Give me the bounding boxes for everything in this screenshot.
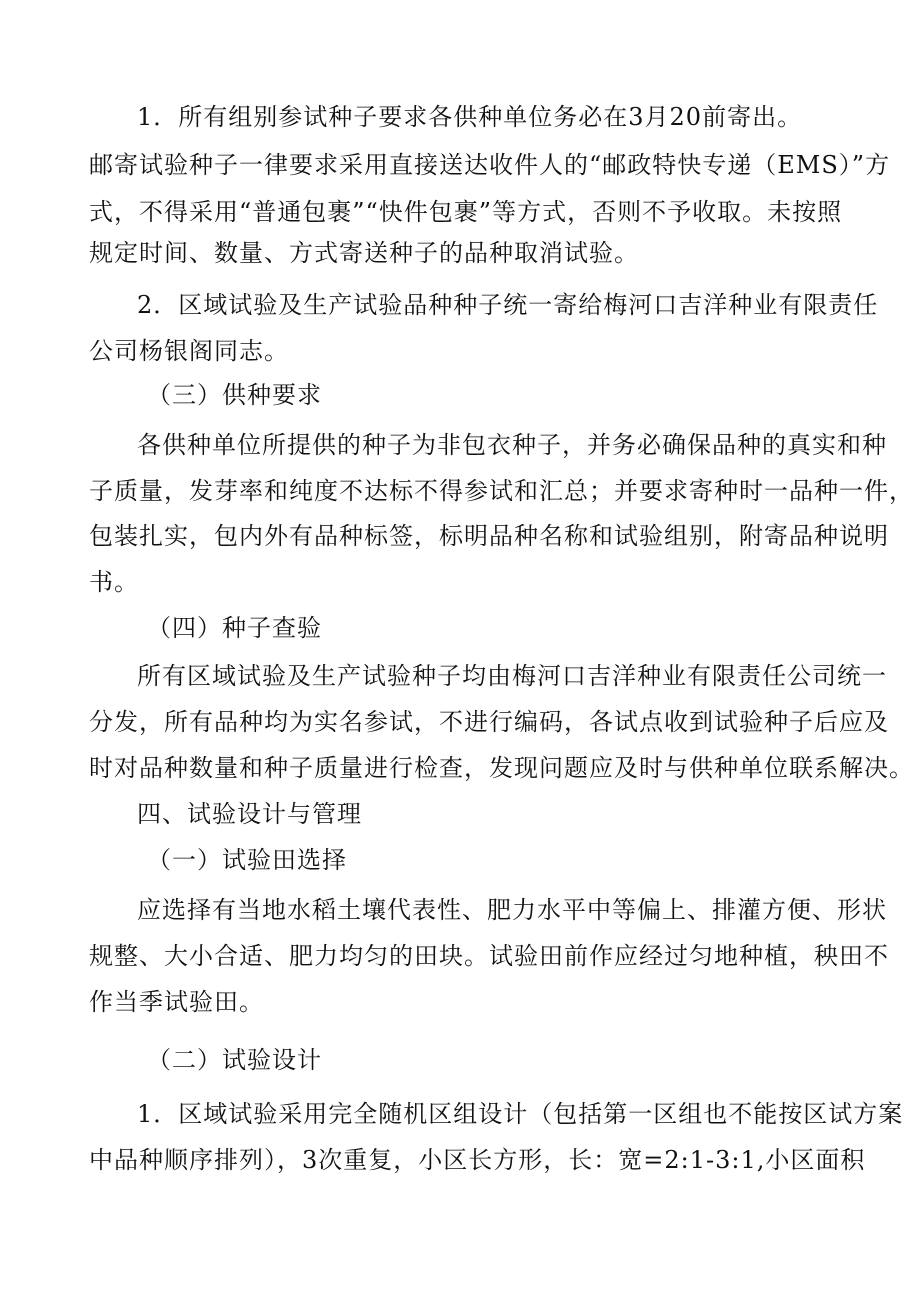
section-heading: 四、试验设计与管理 — [137, 800, 362, 828]
paragraph-line: 2．区域试验及生产试验品种种子统一寄给梅河口吉洋种业有限责任 — [137, 291, 879, 319]
section-heading: （一）试验田选择 — [147, 846, 347, 874]
section-heading: （四）种子查验 — [147, 614, 322, 642]
paragraph-line: 各供种单位所提供的种子为非包衣种子，并务必确保品种的真实和种 — [137, 431, 887, 459]
section-heading: （二）试验设计 — [147, 1046, 322, 1074]
paragraph-line: 式，不得采用“普通包裹”“快件包裹”等方式，否则不予收取。未按照 — [89, 198, 843, 226]
paragraph-line: 邮寄试验种子一律要求采用直接送达收件人的“邮政特快专递（EMS）”方 — [89, 151, 891, 179]
paragraph-line: 规定时间、数量、方式寄送种子的品种取消试验。 — [89, 239, 639, 267]
paragraph-line: 书。 — [89, 568, 139, 596]
paragraph-line: 应选择有当地水稻土壤代表性、肥力水平中等偏上、排灌方便、形状 — [137, 896, 887, 924]
paragraph-line: 作当季试验田。 — [89, 988, 264, 1016]
paragraph-line: 1．区域试验采用完全随机区组设计（包括第一区组也不能按区试方案 — [137, 1100, 904, 1128]
section-heading: （三）供种要求 — [147, 381, 322, 409]
paragraph-line: 规整、大小合适、肥力均匀的田块。试验田前作应经过匀地种植，秧田不 — [89, 942, 889, 970]
paragraph-line: 分发，所有品种均为实名参试，不进行编码，各试点收到试验种子后应及 — [89, 708, 889, 736]
paragraph-line: 子质量，发芽率和纯度不达标不得参试和汇总；并要求寄种时一品种一件， — [89, 477, 914, 505]
paragraph-line: 1．所有组别参试种子要求各供种单位务必在3月20前寄出。 — [137, 103, 803, 131]
paragraph-line: 中品种顺序排列），3次重复，小区长方形，长：宽=2:1-3:1,小区面积 — [89, 1146, 866, 1174]
paragraph-line: 所有区域试验及生产试验种子均由梅河口吉洋种业有限责任公司统一 — [137, 662, 887, 690]
paragraph-line: 公司杨银阁同志。 — [89, 337, 289, 365]
paragraph-line: 时对品种数量和种子质量进行检查，发现问题应及时与供种单位联系解决。 — [89, 754, 914, 782]
paragraph-line: 包装扎实，包内外有品种标签，标明品种名称和试验组别，附寄品种说明 — [89, 522, 889, 550]
